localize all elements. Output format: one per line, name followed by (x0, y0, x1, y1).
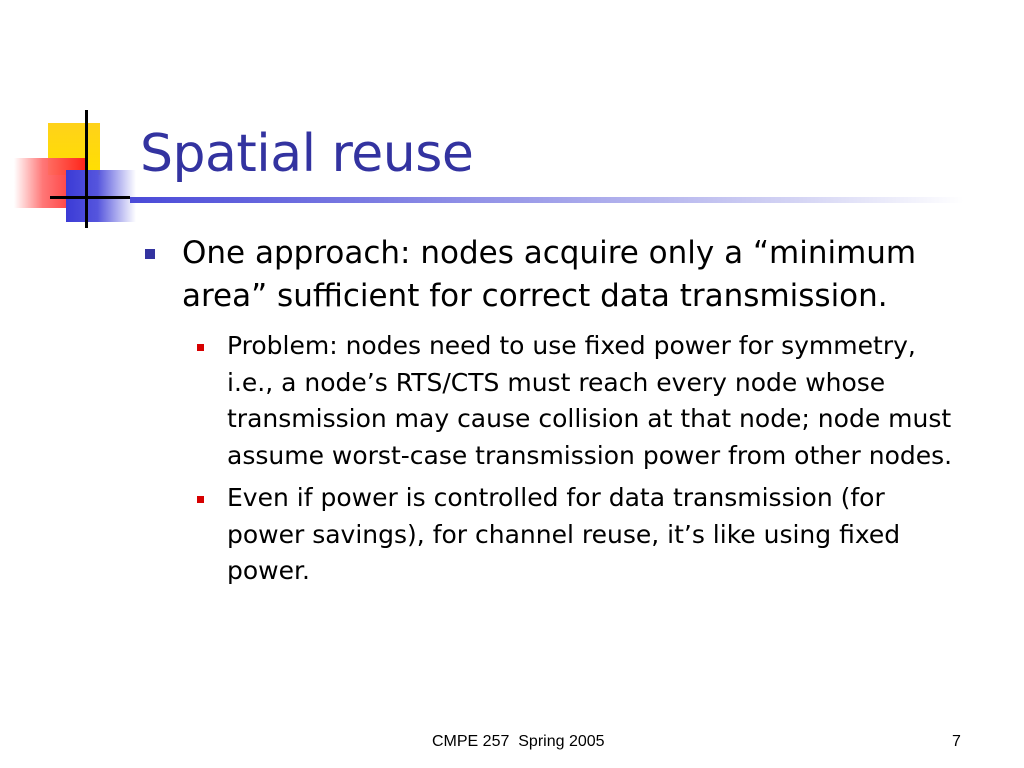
slide-title: Spatial reuse (140, 124, 474, 184)
logo-vertical-line (85, 110, 88, 228)
square-bullet-icon (145, 249, 155, 259)
square-bullet-icon (197, 496, 204, 503)
bullet-text: One approach: nodes acquire only a “minimum area” sufficient for correct data transmission. (182, 235, 917, 314)
slide-body (145, 232, 965, 590)
title-underline (130, 197, 964, 203)
page-number: 7 (952, 733, 961, 750)
logo-horizontal-line (50, 196, 130, 199)
bullet-level2 (182, 480, 965, 590)
sub-bullet-text: Problem: nodes need to use fixed power for symmetry, i.e., a node’s RTS/CTS must reach every node whose transmission may cause collision at that node; node must assume worst-case transmission power from other nodes. (227, 331, 953, 470)
bullet-level1 (145, 232, 965, 318)
sub-bullet-text: Even if power is controlled for data transmission (for power savings), for channel reuse, it’s like using fixed power. (227, 483, 901, 585)
bullet-level2 (182, 328, 965, 474)
square-bullet-icon (197, 344, 204, 351)
slide-logo-graphic (0, 0, 150, 240)
slide-footer: CMPE 257 Spring 2005 (432, 733, 605, 750)
